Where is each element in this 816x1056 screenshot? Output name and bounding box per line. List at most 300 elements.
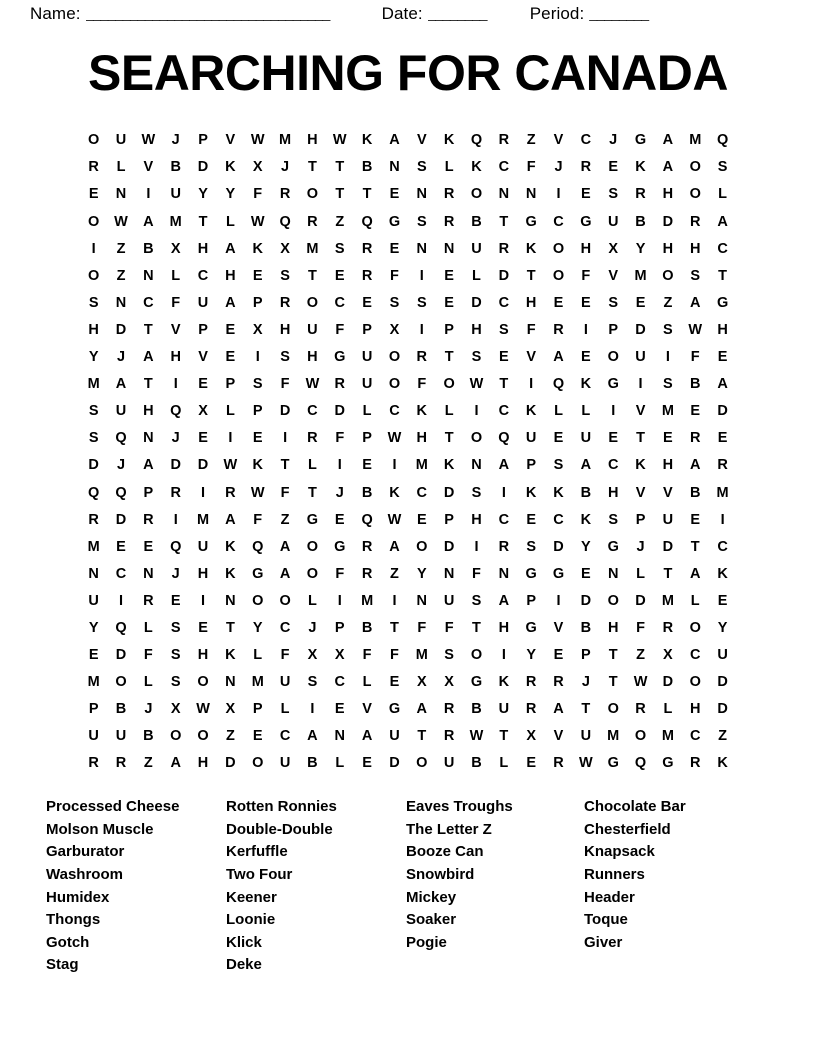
grid-letter[interactable]: C [389,403,400,420]
grid-letter[interactable]: N [416,186,428,203]
grid-letter[interactable]: T [581,701,591,718]
grid-letter[interactable]: F [253,511,263,528]
grid-letter[interactable]: X [225,701,236,718]
grid-letter[interactable]: I [201,484,206,501]
grid-letter[interactable]: H [416,430,428,447]
grid-letter[interactable]: G [525,213,537,230]
grid-letter[interactable]: X [663,647,673,664]
grid-letter[interactable]: Y [252,619,263,636]
grid-letter[interactable]: H [307,132,318,149]
grid-letter[interactable]: D [389,755,400,772]
grid-letter[interactable]: I [337,592,342,609]
grid-letter[interactable]: I [201,592,206,609]
grid-letter[interactable]: D [197,159,209,176]
grid-letter[interactable]: U [635,349,646,366]
grid-letter[interactable]: Q [115,430,127,447]
grid-letter[interactable]: E [170,592,181,609]
grid-letter[interactable]: N [416,240,428,257]
grid-letter[interactable]: F [444,619,454,636]
grid-letter[interactable]: O [306,294,319,311]
grid-letter[interactable]: Q [170,538,182,555]
grid-letter[interactable]: F [390,267,399,284]
grid-letter[interactable]: G [525,565,537,582]
grid-letter[interactable]: R [443,213,455,230]
grid-letter[interactable]: E [690,511,701,528]
grid-letter[interactable]: S [334,240,345,257]
grid-letter[interactable]: Z [636,647,645,664]
grid-letter[interactable]: I [173,511,178,528]
grid-letter[interactable]: X [170,240,181,257]
grid-letter[interactable]: A [115,376,127,393]
grid-letter[interactable]: K [580,376,592,393]
grid-letter[interactable]: E [389,186,400,203]
grid-letter[interactable]: T [608,674,618,691]
grid-letter[interactable]: E [717,430,728,447]
grid-letter[interactable]: V [635,403,646,420]
grid-letter[interactable]: M [197,511,210,528]
grid-letter[interactable]: A [225,240,236,257]
grid-letter[interactable]: I [556,592,561,609]
grid-letter[interactable]: L [116,159,126,176]
grid-letter[interactable]: F [417,619,427,636]
grid-letter[interactable]: B [635,213,646,230]
grid-letter[interactable]: R [307,213,318,230]
grid-letter[interactable]: C [689,647,701,664]
grid-letter[interactable]: R [170,484,181,501]
grid-letter[interactable]: D [662,213,674,230]
grid-letter[interactable]: S [690,267,701,284]
grid-letter[interactable]: I [583,321,588,338]
grid-letter[interactable]: K [717,565,728,582]
grid-letter[interactable]: R [689,213,701,230]
grid-letter[interactable]: C [580,132,592,149]
grid-letter[interactable]: E [362,294,372,311]
grid-letter[interactable]: T [390,619,399,636]
grid-letter[interactable]: B [143,240,154,257]
grid-letter[interactable]: A [498,592,510,609]
grid-letter[interactable]: K [471,159,482,176]
grid-letter[interactable]: A [689,565,701,582]
grid-letter[interactable]: U [197,538,209,555]
grid-letter[interactable]: L [225,403,235,420]
grid-letter[interactable]: P [252,294,263,311]
grid-letter[interactable]: H [471,511,482,528]
grid-letter[interactable]: W [250,484,265,501]
grid-letter[interactable]: D [225,755,236,772]
grid-letter[interactable]: A [361,728,373,745]
grid-letter[interactable]: Z [390,565,399,582]
name-input-rule[interactable]: _________________________________ [85,6,330,23]
grid-letter[interactable]: D [553,538,564,555]
grid-letter[interactable]: D [115,511,127,528]
grid-letter[interactable]: T [472,619,481,636]
grid-letter[interactable]: H [607,484,619,501]
grid-letter[interactable]: W [469,728,484,745]
grid-letter[interactable]: D [334,403,345,420]
grid-letter[interactable]: C [115,565,127,582]
grid-letter[interactable]: E [334,511,345,528]
grid-letter[interactable]: R [88,755,99,772]
grid-letter[interactable]: D [197,457,209,474]
grid-letter[interactable]: Y [88,349,99,366]
grid-letter[interactable]: M [607,728,620,745]
grid-letter[interactable]: R [279,186,291,203]
grid-letter[interactable]: A [689,294,701,311]
grid-letter[interactable]: I [720,511,725,528]
grid-letter[interactable]: J [144,701,153,718]
grid-letter[interactable]: N [115,294,127,311]
grid-letter[interactable]: H [307,349,318,366]
grid-letter[interactable]: K [498,674,510,691]
grid-letter[interactable]: U [115,403,127,420]
grid-letter[interactable]: X [416,674,427,691]
grid-letter[interactable]: E [553,647,564,664]
grid-letter[interactable]: K [443,132,455,149]
grid-letter[interactable]: M [661,403,674,420]
grid-letter[interactable]: S [471,484,482,501]
grid-letter[interactable]: U [717,647,728,664]
grid-letter[interactable]: I [392,457,397,474]
grid-letter[interactable]: X [198,403,208,420]
grid-letter[interactable]: M [661,592,674,609]
grid-letter[interactable]: T [608,647,618,664]
grid-letter[interactable]: F [526,159,536,176]
grid-letter[interactable]: X [252,321,263,338]
grid-letter[interactable]: S [444,647,454,664]
grid-letter[interactable]: N [143,430,154,447]
grid-letter[interactable]: W [196,701,210,718]
grid-letter[interactable]: O [689,619,701,636]
grid-letter[interactable]: Q [498,430,510,447]
grid-letter[interactable]: I [611,403,616,420]
grid-letter[interactable]: W [332,132,347,149]
grid-letter[interactable]: I [228,430,233,447]
grid-letter[interactable]: K [389,484,400,501]
grid-letter[interactable]: D [662,674,674,691]
grid-letter[interactable]: S [608,511,619,528]
grid-letter[interactable]: U [443,755,455,772]
grid-letter[interactable]: O [662,267,674,284]
grid-letter[interactable]: R [307,430,318,447]
grid-letter[interactable]: S [717,159,728,176]
grid-letter[interactable]: R [689,755,701,772]
grid-letter[interactable]: S [608,294,619,311]
grid-letter[interactable]: V [143,159,154,176]
grid-letter[interactable]: Q [470,132,483,149]
grid-letter[interactable]: E [526,755,536,772]
grid-letter[interactable]: C [717,538,728,555]
grid-letter[interactable]: T [198,213,208,230]
grid-letter[interactable]: M [87,538,100,555]
grid-letter[interactable]: Z [225,728,235,745]
grid-letter[interactable]: O [388,376,401,393]
grid-letter[interactable]: C [498,403,510,420]
grid-letter[interactable]: I [501,647,506,664]
grid-letter[interactable]: H [197,240,209,257]
grid-letter[interactable]: E [198,376,208,393]
grid-letter[interactable]: J [171,132,180,149]
grid-letter[interactable]: O [88,132,100,149]
grid-letter[interactable]: C [498,159,510,176]
grid-letter[interactable]: E [389,240,400,257]
grid-letter[interactable]: C [607,457,619,474]
grid-letter[interactable]: N [416,592,428,609]
grid-letter[interactable]: T [444,349,454,366]
grid-letter[interactable]: Y [198,186,208,203]
word-list-item[interactable]: Keener [226,888,277,906]
grid-letter[interactable]: D [717,674,728,691]
grid-letter[interactable]: J [335,484,344,501]
grid-letter[interactable]: Q [279,213,291,230]
grid-letter[interactable]: H [197,755,209,772]
word-list-item[interactable]: Booze Can [406,843,484,861]
word-list-item[interactable]: Soaker [406,911,457,929]
grid-letter[interactable]: X [444,674,454,691]
grid-letter[interactable]: K [525,240,537,257]
grid-letter[interactable]: D [635,321,646,338]
word-list-item[interactable]: Giver [584,933,623,951]
grid-letter[interactable]: M [87,674,100,691]
grid-letter[interactable]: A [553,349,564,366]
grid-letter[interactable]: L [444,403,454,420]
grid-letter[interactable]: S [526,538,536,555]
grid-letter[interactable]: D [717,403,728,420]
grid-letter[interactable]: B [580,619,592,636]
grid-letter[interactable]: F [390,647,399,664]
grid-letter[interactable]: F [171,294,181,311]
grid-letter[interactable]: O [252,592,264,609]
grid-letter[interactable]: V [362,701,372,718]
grid-letter[interactable]: B [361,484,373,501]
grid-letter[interactable]: M [87,376,100,393]
grid-letter[interactable]: E [444,294,454,311]
grid-letter[interactable]: U [662,511,674,528]
grid-letter[interactable]: L [362,674,372,691]
grid-letter[interactable]: N [225,674,236,691]
grid-letter[interactable]: P [362,430,372,447]
grid-letter[interactable]: D [580,592,592,609]
grid-letter[interactable]: I [119,592,124,609]
grid-letter[interactable]: S [498,321,509,338]
grid-letter[interactable]: Y [717,619,728,636]
grid-letter[interactable]: L [690,592,700,609]
grid-letter[interactable]: E [581,349,591,366]
grid-letter[interactable]: V [170,321,181,338]
grid-letter[interactable]: G [470,674,483,691]
grid-letter[interactable]: L [253,647,263,664]
word-list-item[interactable]: Thongs [46,911,101,929]
grid-letter[interactable]: R [334,376,345,393]
word-list-item[interactable]: Two Four [226,866,293,884]
grid-letter[interactable]: N [525,186,537,203]
grid-letter[interactable]: I [283,430,288,447]
grid-letter[interactable]: I [173,376,178,393]
grid-letter[interactable]: K [717,755,728,772]
grid-letter[interactable]: O [634,728,647,745]
grid-letter[interactable]: U [279,674,291,691]
grid-letter[interactable]: J [281,159,290,176]
grid-letter[interactable]: G [388,701,401,718]
grid-letter[interactable]: O [443,376,455,393]
grid-letter[interactable]: V [608,267,619,284]
grid-letter[interactable]: E [608,159,619,176]
grid-letter[interactable]: C [334,674,345,691]
grid-letter[interactable]: A [662,159,674,176]
grid-letter[interactable]: P [88,701,99,718]
grid-letter[interactable]: N [225,592,236,609]
grid-letter[interactable]: Z [280,511,290,528]
grid-letter[interactable]: A [143,349,154,366]
grid-letter[interactable]: S [663,321,673,338]
grid-letter[interactable]: F [581,267,591,284]
grid-letter[interactable]: K [361,132,373,149]
grid-letter[interactable]: R [443,701,455,718]
grid-letter[interactable]: Y [581,538,591,555]
grid-letter[interactable]: R [115,755,127,772]
grid-letter[interactable]: R [498,240,510,257]
grid-letter[interactable]: A [279,538,291,555]
grid-letter[interactable]: P [198,132,208,149]
grid-letter[interactable]: S [608,186,619,203]
grid-letter[interactable]: S [416,213,427,230]
grid-letter[interactable]: Q [634,755,647,772]
grid-letter[interactable]: C [279,728,291,745]
grid-letter[interactable]: P [444,511,454,528]
word-list-item[interactable]: Pogie [406,933,447,951]
grid-letter[interactable]: P [198,321,208,338]
grid-letter[interactable]: O [607,349,619,366]
grid-letter[interactable]: O [306,538,319,555]
grid-letter[interactable]: I [556,186,561,203]
grid-letter[interactable]: O [552,267,565,284]
grid-letter[interactable]: P [252,403,263,420]
word-list-item[interactable]: Mickey [406,888,457,906]
grid-letter[interactable]: A [143,457,154,474]
grid-letter[interactable]: A [662,132,674,149]
grid-letter[interactable]: R [553,674,564,691]
grid-letter[interactable]: C [307,403,318,420]
grid-letter[interactable]: A [389,538,400,555]
grid-letter[interactable]: J [308,619,317,636]
grid-letter[interactable]: E [581,186,591,203]
grid-letter[interactable]: E [252,430,263,447]
grid-letter[interactable]: G [306,511,319,528]
grid-letter[interactable]: M [661,728,674,745]
grid-letter[interactable]: T [663,565,673,582]
grid-letter[interactable]: L [225,213,235,230]
grid-letter[interactable]: S [416,159,427,176]
grid-letter[interactable]: V [198,349,208,366]
grid-letter[interactable]: W [387,511,402,528]
grid-letter[interactable]: H [662,186,674,203]
grid-letter[interactable]: R [662,619,674,636]
grid-letter[interactable]: W [469,376,484,393]
grid-letter[interactable]: U [580,430,592,447]
grid-letter[interactable]: X [334,647,345,664]
word-list-item[interactable]: Header [584,888,635,906]
grid-letter[interactable]: M [279,132,292,149]
grid-letter[interactable]: V [416,132,427,149]
grid-letter[interactable]: H [580,240,592,257]
grid-letter[interactable]: A [416,701,428,718]
word-list-item[interactable]: Loonie [226,911,276,929]
grid-letter[interactable]: E [553,430,564,447]
grid-letter[interactable]: L [636,565,645,582]
grid-letter[interactable]: Q [115,619,127,636]
grid-letter[interactable]: P [608,321,619,338]
grid-letter[interactable]: X [389,321,400,338]
grid-letter[interactable]: K [225,538,236,555]
grid-letter[interactable]: T [225,619,235,636]
grid-letter[interactable]: R [635,701,646,718]
grid-letter[interactable]: X [526,728,536,745]
grid-letter[interactable]: Q [361,511,373,528]
grid-letter[interactable]: E [690,403,701,420]
grid-letter[interactable]: G [334,349,346,366]
grid-letter[interactable]: F [526,321,536,338]
grid-letter[interactable]: S [252,376,263,393]
grid-letter[interactable]: O [197,728,209,745]
grid-letter[interactable]: E [389,674,400,691]
grid-letter[interactable]: M [361,592,374,609]
grid-letter[interactable]: L [171,267,181,284]
grid-letter[interactable]: D [498,267,510,284]
grid-letter[interactable]: F [335,321,345,338]
grid-letter[interactable]: P [143,484,154,501]
grid-letter[interactable]: A [170,755,181,772]
grid-letter[interactable]: K [225,159,236,176]
grid-letter[interactable]: Q [252,538,264,555]
grid-letter[interactable]: E [88,647,99,664]
grid-letter[interactable]: A [225,511,236,528]
word-list-item[interactable]: Runners [584,866,645,884]
grid-letter[interactable]: D [279,403,291,420]
grid-letter[interactable]: H [197,565,209,582]
grid-letter[interactable]: O [279,592,291,609]
grid-letter[interactable]: S [663,376,673,393]
grid-letter[interactable]: P [334,619,345,636]
grid-letter[interactable]: K [416,403,428,420]
grid-letter[interactable]: S [170,674,181,691]
grid-letter[interactable]: R [635,186,646,203]
grid-letter[interactable]: O [197,674,209,691]
grid-letter[interactable]: V [553,728,564,745]
grid-letter[interactable]: H [88,321,99,338]
grid-letter[interactable]: S [471,592,482,609]
grid-letter[interactable]: U [580,728,592,745]
grid-letter[interactable]: W [305,376,320,393]
grid-letter[interactable]: H [197,647,209,664]
grid-letter[interactable]: K [635,159,646,176]
grid-letter[interactable]: T [307,267,317,284]
grid-letter[interactable]: C [553,511,564,528]
grid-letter[interactable]: V [225,132,236,149]
grid-letter[interactable]: O [388,349,401,366]
grid-letter[interactable]: R [361,565,373,582]
grid-letter[interactable]: W [387,430,402,447]
grid-letter[interactable]: V [635,484,646,501]
grid-letter[interactable]: Z [718,728,727,745]
grid-letter[interactable]: T [636,430,645,447]
grid-letter[interactable]: P [225,376,236,393]
grid-letter[interactable]: J [116,457,126,474]
grid-letter[interactable]: G [334,538,346,555]
grid-letter[interactable]: R [498,132,510,149]
grid-letter[interactable]: A [307,728,318,745]
grid-letter[interactable]: L [143,674,153,691]
grid-letter[interactable]: C [416,484,428,501]
grid-letter[interactable]: V [553,619,564,636]
